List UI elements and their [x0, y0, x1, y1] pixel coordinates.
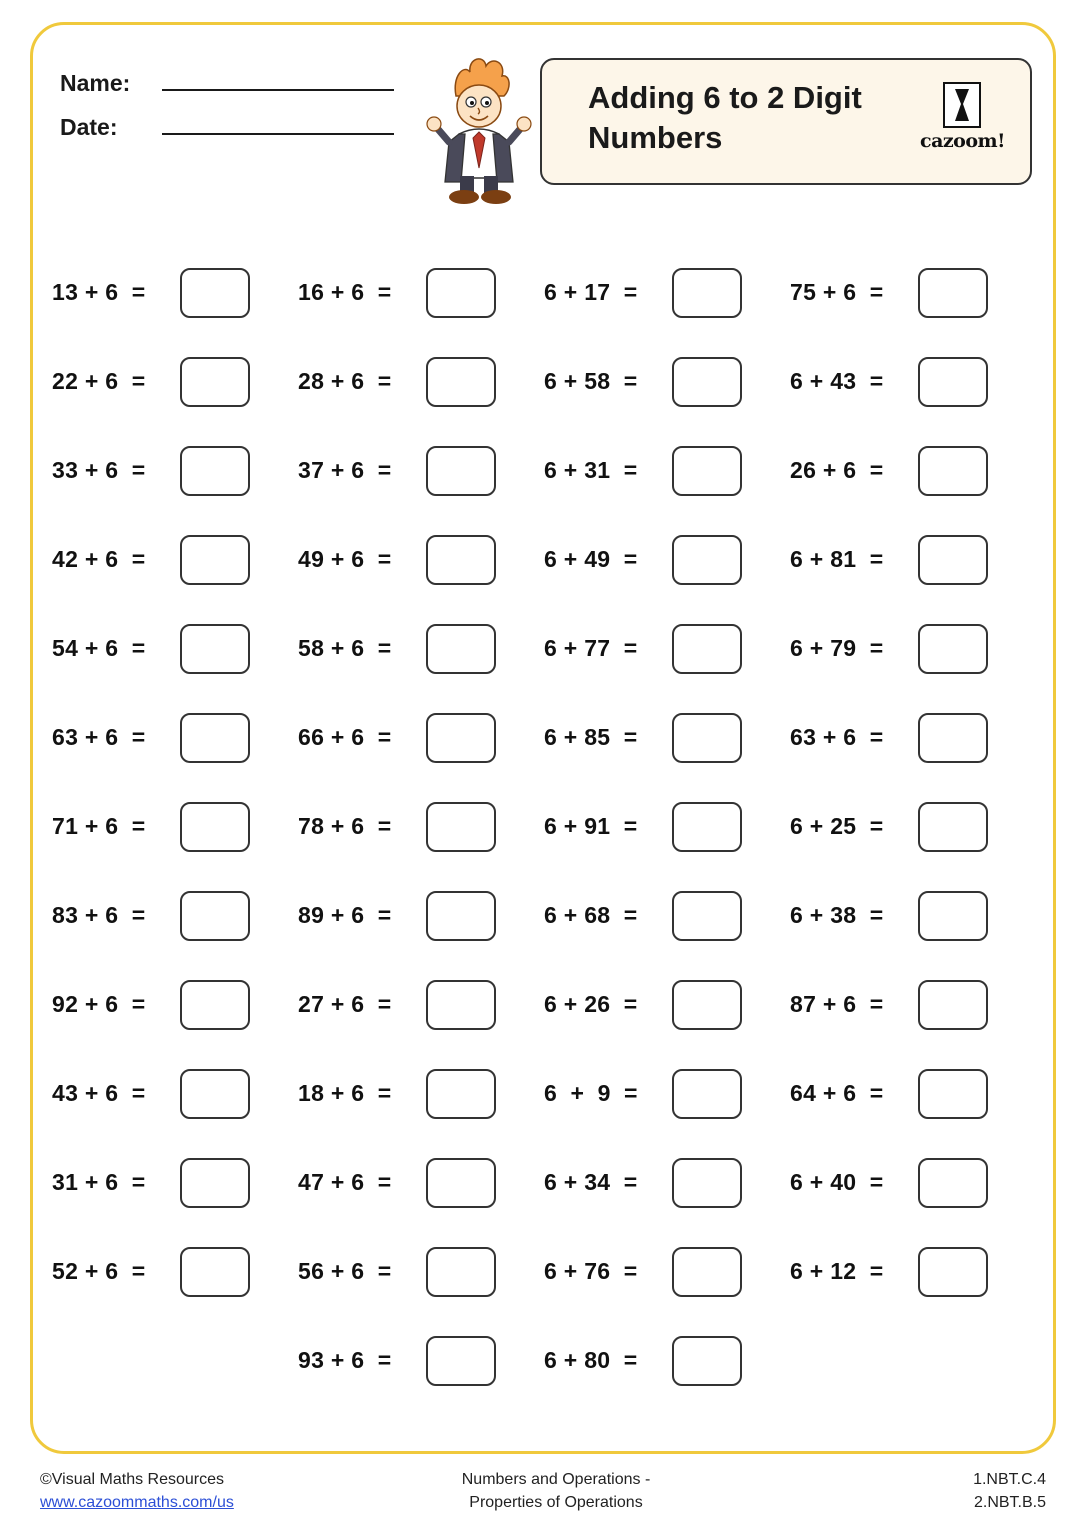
footer-center [406, 1468, 706, 1514]
question-cell-empty [790, 1316, 1036, 1405]
question-cell [790, 1049, 1036, 1138]
answer-box[interactable] [180, 357, 250, 407]
answer-box[interactable] [426, 1158, 496, 1208]
date-field-row [60, 114, 394, 141]
answer-box[interactable] [672, 713, 742, 763]
mascot-character-icon [412, 50, 542, 210]
question-cell [790, 337, 1036, 426]
answer-box[interactable] [426, 268, 496, 318]
question-cell [298, 515, 544, 604]
question-cell-empty [52, 1316, 298, 1405]
question-cell [52, 426, 298, 515]
question-cell [298, 248, 544, 337]
question-cell [298, 1049, 544, 1138]
name-label: Name: [60, 70, 131, 96]
answer-box[interactable] [672, 624, 742, 674]
question-cell [790, 426, 1036, 515]
answer-box[interactable] [672, 1158, 742, 1208]
answer-box[interactable] [180, 624, 250, 674]
copyright-text: ©Visual Maths Resources [40, 1471, 225, 1488]
question-row [52, 693, 1038, 782]
question-row [52, 1049, 1038, 1138]
question-cell [544, 782, 790, 871]
answer-box[interactable] [918, 891, 988, 941]
answer-box[interactable] [180, 268, 250, 318]
question-cell [52, 248, 298, 337]
question-text: 6 + 25 = [790, 813, 884, 839]
date-input-line[interactable] [162, 115, 394, 135]
question-cell [52, 693, 298, 782]
answer-box[interactable] [180, 446, 250, 496]
date-label: Date: [60, 114, 118, 140]
question-text: 27 + 6 = [298, 991, 392, 1017]
answer-box[interactable] [672, 802, 742, 852]
answer-box[interactable] [426, 446, 496, 496]
answer-box[interactable] [918, 446, 988, 496]
answer-box[interactable] [672, 891, 742, 941]
question-cell [544, 604, 790, 693]
question-text: 63 + 6 = [52, 724, 146, 750]
question-cell [544, 960, 790, 1049]
question-cell [52, 782, 298, 871]
title-box [540, 58, 1032, 185]
question-row [52, 1316, 1038, 1405]
question-text: 6 + 81 = [790, 546, 884, 572]
question-cell [544, 1227, 790, 1316]
question-text: 13 + 6 = [52, 279, 146, 305]
question-text: 6 + 38 = [790, 902, 884, 928]
question-text: 6 + 43 = [790, 368, 884, 394]
question-text: 6 + 68 = [544, 902, 638, 928]
answer-box[interactable] [672, 535, 742, 585]
question-text: 6 + 31 = [544, 457, 638, 483]
question-cell [544, 693, 790, 782]
question-cell [544, 1049, 790, 1138]
question-text: 43 + 6 = [52, 1080, 146, 1106]
question-cell [298, 960, 544, 1049]
question-text: 28 + 6 = [298, 368, 392, 394]
question-cell [790, 782, 1036, 871]
question-cell [790, 871, 1036, 960]
question-text: 37 + 6 = [298, 457, 392, 483]
answer-box[interactable] [426, 535, 496, 585]
name-input-line[interactable] [162, 71, 394, 91]
question-text: 6 + 49 = [544, 546, 638, 572]
name-field-row [60, 70, 394, 97]
question-cell [544, 871, 790, 960]
question-cell [790, 960, 1036, 1049]
question-text: 47 + 6 = [298, 1169, 392, 1195]
answer-box[interactable] [180, 980, 250, 1030]
footer-right [973, 1468, 1046, 1514]
question-cell [52, 1227, 298, 1316]
question-text: 6 + 9 = [544, 1080, 638, 1106]
question-text: 75 + 6 = [790, 279, 884, 305]
answer-box[interactable] [672, 980, 742, 1030]
question-cell [544, 515, 790, 604]
answer-box[interactable] [426, 624, 496, 674]
question-cell [544, 426, 790, 515]
page-title: Adding 6 to 2 Digit Numbers [588, 80, 862, 155]
question-cell [790, 604, 1036, 693]
question-text: 6 + 76 = [544, 1258, 638, 1284]
question-text: 6 + 79 = [790, 635, 884, 661]
question-text: 58 + 6 = [298, 635, 392, 661]
hourglass-icon [942, 82, 982, 128]
question-text: 92 + 6 = [52, 991, 146, 1017]
question-cell [298, 871, 544, 960]
question-cell [790, 693, 1036, 782]
topic-line-1: Numbers and Operations - [461, 1471, 651, 1488]
question-cell [790, 515, 1036, 604]
answer-box[interactable] [918, 802, 988, 852]
standard-code-1: 1.NBT.C.4 [973, 1471, 1046, 1488]
question-text: 6 + 58 = [544, 368, 638, 394]
answer-box[interactable] [918, 1069, 988, 1119]
question-text: 6 + 91 = [544, 813, 638, 839]
question-text: 6 + 80 = [544, 1347, 638, 1373]
question-text: 49 + 6 = [298, 546, 392, 572]
question-cell [52, 515, 298, 604]
question-text: 6 + 85 = [544, 724, 638, 750]
question-cell [790, 1227, 1036, 1316]
answer-box[interactable] [672, 1336, 742, 1386]
question-cell [52, 1138, 298, 1227]
cazoom-logo [920, 82, 1004, 166]
question-cell [790, 248, 1036, 337]
answer-box[interactable] [918, 624, 988, 674]
answer-box[interactable] [918, 268, 988, 318]
question-cell [52, 871, 298, 960]
answer-box[interactable] [672, 1247, 742, 1297]
question-row [52, 1138, 1038, 1227]
standard-code-2: 2.NBT.B.5 [973, 1494, 1046, 1512]
answer-box[interactable] [426, 1336, 496, 1386]
question-text: 89 + 6 = [298, 902, 392, 928]
answer-box[interactable] [180, 535, 250, 585]
answer-box[interactable] [180, 1069, 250, 1119]
logo-wordmark: cazoom! [920, 130, 1005, 152]
question-text: 52 + 6 = [52, 1258, 146, 1284]
question-row [52, 871, 1038, 960]
question-text: 22 + 6 = [52, 368, 146, 394]
answer-box[interactable] [426, 1247, 496, 1297]
question-row [52, 337, 1038, 426]
answer-box[interactable] [180, 891, 250, 941]
answer-box[interactable] [180, 1247, 250, 1297]
answer-box[interactable] [672, 446, 742, 496]
question-row [52, 248, 1038, 337]
answer-box[interactable] [180, 1158, 250, 1208]
answer-box[interactable] [918, 713, 988, 763]
answer-box[interactable] [426, 891, 496, 941]
worksheet-header [52, 50, 1032, 210]
answer-box[interactable] [918, 1247, 988, 1297]
question-text: 93 + 6 = [298, 1347, 392, 1373]
question-text: 6 + 12 = [790, 1258, 884, 1284]
question-cell [52, 1049, 298, 1138]
answer-box[interactable] [426, 980, 496, 1030]
answer-box[interactable] [918, 535, 988, 585]
question-cell [298, 337, 544, 426]
question-text: 87 + 6 = [790, 991, 884, 1017]
question-row [52, 1227, 1038, 1316]
question-text: 16 + 6 = [298, 279, 392, 305]
question-cell [298, 693, 544, 782]
question-cell [298, 1138, 544, 1227]
question-text: 56 + 6 = [298, 1258, 392, 1284]
answer-box[interactable] [426, 1069, 496, 1119]
answer-box[interactable] [426, 357, 496, 407]
footer-left [40, 1468, 234, 1514]
question-cell [52, 337, 298, 426]
website-link[interactable]: www.cazoommaths.com/us [40, 1494, 234, 1512]
question-cell [544, 1138, 790, 1227]
question-text: 33 + 6 = [52, 457, 146, 483]
question-text: 64 + 6 = [790, 1080, 884, 1106]
answer-box[interactable] [918, 980, 988, 1030]
question-text: 78 + 6 = [298, 813, 392, 839]
answer-box[interactable] [918, 1158, 988, 1208]
question-text: 26 + 6 = [790, 457, 884, 483]
question-row [52, 782, 1038, 871]
topic-line-2: Properties of Operations [469, 1494, 643, 1512]
question-row [52, 960, 1038, 1049]
question-cell [298, 426, 544, 515]
question-row [52, 515, 1038, 604]
question-text: 31 + 6 = [52, 1169, 146, 1195]
question-text: 6 + 77 = [544, 635, 638, 661]
question-text: 18 + 6 = [298, 1080, 392, 1106]
question-cell [298, 1227, 544, 1316]
question-text: 6 + 26 = [544, 991, 638, 1017]
answer-box[interactable] [426, 802, 496, 852]
question-text: 6 + 17 = [544, 279, 638, 305]
answer-box[interactable] [918, 357, 988, 407]
answer-box[interactable] [672, 1069, 742, 1119]
answer-box[interactable] [180, 713, 250, 763]
question-cell [790, 1138, 1036, 1227]
questions-grid [52, 248, 1038, 1405]
question-text: 71 + 6 = [52, 813, 146, 839]
question-cell [52, 604, 298, 693]
question-text: 63 + 6 = [790, 724, 884, 750]
question-text: 6 + 40 = [790, 1169, 884, 1195]
question-text: 83 + 6 = [52, 902, 146, 928]
question-text: 54 + 6 = [52, 635, 146, 661]
question-text: 6 + 34 = [544, 1169, 638, 1195]
question-row [52, 426, 1038, 515]
answer-box[interactable] [426, 713, 496, 763]
question-cell [544, 248, 790, 337]
question-cell [52, 960, 298, 1049]
question-cell [544, 1316, 790, 1405]
question-row [52, 604, 1038, 693]
answer-box[interactable] [672, 357, 742, 407]
question-cell [298, 782, 544, 871]
answer-box[interactable] [180, 802, 250, 852]
answer-box[interactable] [672, 268, 742, 318]
question-cell [544, 337, 790, 426]
question-cell [298, 1316, 544, 1405]
question-text: 66 + 6 = [298, 724, 392, 750]
question-text: 42 + 6 = [52, 546, 146, 572]
question-cell [298, 604, 544, 693]
